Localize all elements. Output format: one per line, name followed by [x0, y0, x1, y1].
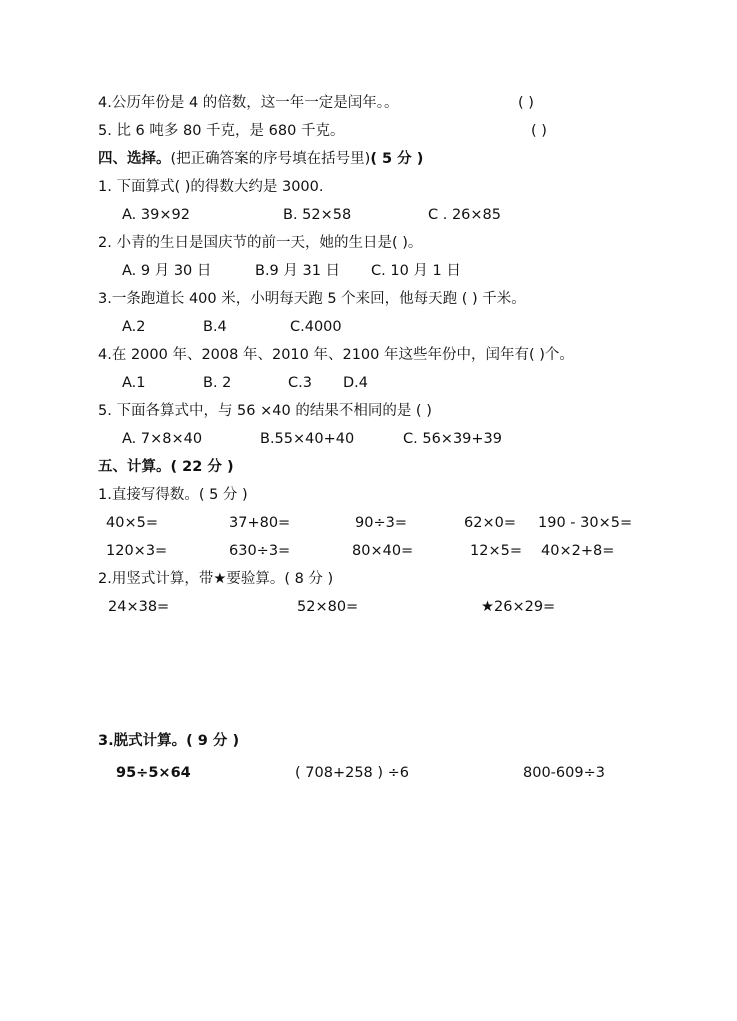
choice-q5-stem: 5. 下面各算式中，与 56 ×40 的结果不相同的是 ( )	[98, 403, 432, 419]
choice-q4-option-d[interactable]: D.4	[343, 375, 368, 391]
vertical-calc-title: 2.用竖式计算，带★要验算。( 8 分 )	[98, 571, 334, 587]
tf-q4-answer-paren[interactable]: ( )	[518, 95, 534, 111]
choice-q1-option-b[interactable]: B. 52×58	[283, 207, 352, 223]
direct-calc-item[interactable]: 630÷3=	[229, 543, 291, 559]
choice-q2-option-a[interactable]: A. 9 月 30 日	[122, 263, 212, 279]
direct-calc-item[interactable]: 90÷3=	[355, 515, 407, 531]
choice-q4-option-b[interactable]: B. 2	[203, 375, 232, 391]
choice-q1-stem: 1. 下面算式( )的得数大约是 3000.	[98, 179, 324, 195]
choice-q2-option-c[interactable]: C. 10 月 1 日	[371, 263, 461, 279]
section-5-heading: 五、计算。( 22 分 )	[98, 459, 234, 475]
direct-calc-item[interactable]: 40×2+8=	[541, 543, 615, 559]
direct-calc-item[interactable]: 190 - 30×5=	[538, 515, 633, 531]
step-calc-item[interactable]: ( 708+258 ) ÷6	[295, 765, 410, 781]
direct-calc-item[interactable]: 120×3=	[106, 543, 168, 559]
choice-q2-option-b[interactable]: B.9 月 31 日	[255, 263, 341, 279]
choice-q1-option-a[interactable]: A. 39×92	[122, 207, 190, 223]
vertical-calc-item[interactable]: 24×38=	[108, 599, 170, 615]
section-4-heading-row	[98, 149, 423, 169]
choice-q3-option-c[interactable]: C.4000	[290, 319, 342, 335]
choice-q5-option-a[interactable]: A. 7×8×40	[122, 431, 203, 447]
vertical-calc-item-verify[interactable]: ★26×29=	[481, 599, 556, 615]
choice-q5-option-c[interactable]: C. 56×39+39	[403, 431, 502, 447]
tf-q5-text: 5. 比 6 吨多 80 千克，是 680 千克。	[98, 123, 345, 139]
choice-q4-stem: 4.在 2000 年、2008 年、2010 年、2100 年这些年份中，闰年有( )个。	[98, 347, 574, 363]
choice-q1-option-c[interactable]: C . 26×85	[428, 207, 502, 223]
direct-calc-title: 1.直接写得数。( 5 分 )	[98, 487, 248, 503]
direct-calc-item[interactable]: 37+80=	[229, 515, 291, 531]
direct-calc-item[interactable]: 62×0=	[464, 515, 516, 531]
step-calc-item[interactable]: 800-609÷3	[523, 765, 605, 781]
tf-q5-answer-paren[interactable]: ( )	[531, 123, 547, 139]
direct-calc-item[interactable]: 40×5=	[106, 515, 158, 531]
section-4-points: ( 5 分 )	[370, 151, 424, 167]
choice-q5-option-b[interactable]: B.55×40+40	[260, 431, 355, 447]
choice-q3-stem: 3.一条跑道长 400 米，小明每天跑 5 个来回，他每天跑 ( ) 千米。	[98, 291, 526, 307]
choice-q2-stem: 2. 小青的生日是国庆节的前一天，她的生日是( )。	[98, 235, 423, 251]
choice-q3-option-b[interactable]: B.4	[203, 319, 227, 335]
step-calc-item[interactable]	[116, 763, 191, 783]
choice-q4-option-c[interactable]: C.3	[288, 375, 312, 391]
choice-q4-option-a[interactable]: A.1	[122, 375, 146, 391]
choice-q3-option-a[interactable]: A.2	[122, 319, 146, 335]
tf-q4-text: 4.公历年份是 4 的倍数，这一年一定是闰年。。	[98, 95, 399, 111]
vertical-calc-item[interactable]: 52×80=	[297, 599, 359, 615]
section-4-instruction: (把正确答案的序号填在括号里)	[170, 151, 371, 167]
direct-calc-item[interactable]: 80×40=	[352, 543, 414, 559]
direct-calc-item[interactable]: 12×5=	[470, 543, 522, 559]
step-calc-title: 3.脱式计算。( 9 分 )	[98, 733, 240, 749]
step-calc-item-text: 95÷5×64	[116, 765, 191, 781]
section-4-heading: 四、选择。	[98, 151, 171, 167]
